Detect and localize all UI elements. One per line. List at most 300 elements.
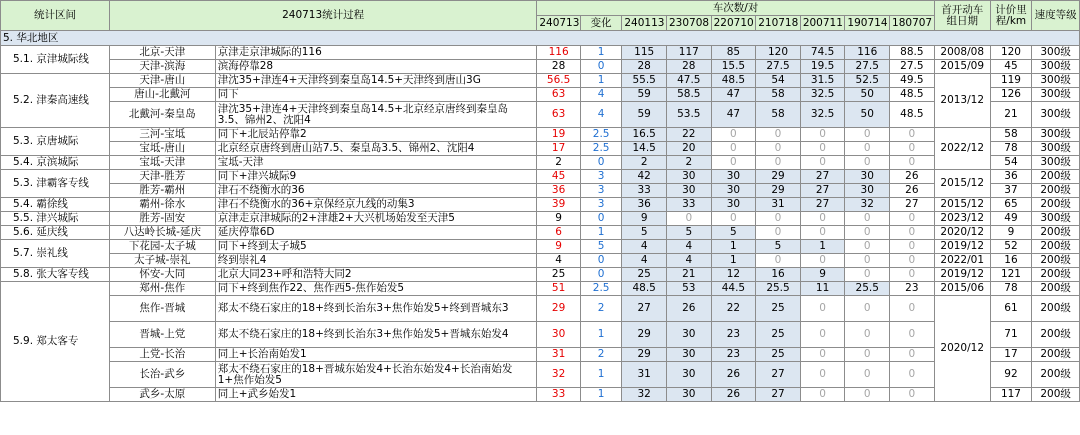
value-cell-240713: 39 [537,198,581,212]
value-cell-180707: 48.5 [890,88,935,102]
speed-level: 300级 [1032,156,1080,170]
value-cell-200711: 0 [800,142,845,156]
value-cell-230708: 33 [666,198,711,212]
value-cell-180707: 27 [890,198,935,212]
process-text: 同下 [215,88,537,102]
section-name: 5.8. 张大客专线 [1,268,110,282]
table-row [1,102,1080,128]
value-cell-180707: 26 [890,184,935,198]
value-cell-240713: 32 [537,362,581,388]
value-cell-180707: 0 [890,212,935,226]
value-cell-220710: 48.5 [711,74,756,88]
subheader-5: 210718 [756,16,801,31]
process-text: 津石不绕衡水的36+京保经京九线的动集3 [215,198,537,212]
value-cell-240713: 25 [537,268,581,282]
section-name: 5.5. 津兴城际 [1,212,110,226]
speed-level: 200级 [1032,388,1080,402]
value-cell-220710: 0 [711,128,756,142]
value-cell-180707: 0 [890,296,935,322]
interval-name: 天津-滨海 [109,60,215,74]
value-cell-230708: 30 [666,348,711,362]
value-cell-190714: 50 [845,88,890,102]
interval-name: 晋城-上党 [109,322,215,348]
value-cell-240713: 9 [537,240,581,254]
value-cell-190714: 0 [845,226,890,240]
value-cell-240713: 30 [537,322,581,348]
value-cell-210718: 5 [756,240,801,254]
table-row [1,88,1080,102]
table-row [1,322,1080,348]
value-cell-210718: 54 [756,74,801,88]
speed-level: 200级 [1032,198,1080,212]
value-cell-变化: 2.5 [580,282,621,296]
value-cell-220710: 12 [711,268,756,282]
value-cell-220710: 26 [711,362,756,388]
value-cell-230708: 21 [666,268,711,282]
interval-name: 北京-天津 [109,46,215,60]
value-cell-230708: 20 [666,142,711,156]
value-cell-240113: 4 [622,240,667,254]
first-date: 2015/12 [934,170,990,198]
value-cell-200711: 0 [800,388,845,402]
table-row [1,282,1080,296]
mileage: 45 [990,60,1031,74]
mileage: 37 [990,184,1031,198]
value-cell-变化: 0 [580,156,621,170]
value-cell-190714: 0 [845,322,890,348]
value-cell-240113: 16.5 [622,128,667,142]
value-cell-180707: 49.5 [890,74,935,88]
value-cell-200711: 19.5 [800,60,845,74]
value-cell-230708: 30 [666,322,711,348]
value-cell-230708: 4 [666,254,711,268]
value-cell-230708: 30 [666,388,711,402]
table-row [1,142,1080,156]
value-cell-240713: 63 [537,88,581,102]
speed-level: 300级 [1032,60,1080,74]
value-cell-240113: 2 [622,156,667,170]
header-section: 统计区间 [1,1,110,31]
value-cell-变化: 3 [580,184,621,198]
value-cell-200711: 31.5 [800,74,845,88]
value-cell-230708: 30 [666,170,711,184]
value-cell-200711: 0 [800,362,845,388]
process-text: 郑太不绕石家庄的18+终到长治东3+焦作始发5+终到晋城东3 [215,296,537,322]
value-cell-190714: 52.5 [845,74,890,88]
value-cell-190714: 30 [845,170,890,184]
value-cell-240113: 59 [622,102,667,128]
value-cell-240713: 116 [537,46,581,60]
value-cell-240713: 63 [537,102,581,128]
value-cell-240113: 29 [622,348,667,362]
mileage: 61 [990,296,1031,322]
header-mileage: 计价里程/km [990,1,1031,31]
value-cell-190714: 27.5 [845,60,890,74]
value-cell-230708: 58.5 [666,88,711,102]
value-cell-210718: 120 [756,46,801,60]
first-date: 2022/12 [934,128,990,170]
value-cell-210718: 29 [756,184,801,198]
section-name: 5.4. 霸徐线 [1,198,110,212]
mileage: 92 [990,362,1031,388]
table-row [1,362,1080,388]
value-cell-200711: 0 [800,212,845,226]
value-cell-180707: 0 [890,156,935,170]
process-text: 郑太不绕石家庄的18+晋城东始发4+长治东始发4+长治南始发1+焦作始发5 [215,362,537,388]
speed-level: 300级 [1032,128,1080,142]
table-row [1,388,1080,402]
value-cell-240113: 36 [622,198,667,212]
interval-name: 天津-唐山 [109,74,215,88]
subheader-7: 190714 [845,16,890,31]
interval-name: 天津-胜芳 [109,170,215,184]
section-name: 5.9. 郑太客专 [1,282,110,402]
mileage: 78 [990,142,1031,156]
value-cell-180707: 0 [890,268,935,282]
mileage: 119 [990,74,1031,88]
value-cell-190714: 116 [845,46,890,60]
subheader-1: 变化 [580,16,621,31]
first-date: 2008/08 [934,46,990,60]
table-row [1,240,1080,254]
speed-level: 300级 [1032,88,1080,102]
mileage: 126 [990,88,1031,102]
speed-level: 300级 [1032,142,1080,156]
value-cell-180707: 0 [890,240,935,254]
value-cell-180707: 0 [890,254,935,268]
header-trains: 车次数/对 [537,1,934,16]
speed-level: 200级 [1032,268,1080,282]
value-cell-230708: 28 [666,60,711,74]
value-cell-210718: 27 [756,388,801,402]
value-cell-240713: 29 [537,296,581,322]
table-row [1,268,1080,282]
interval-name: 三河-宝坻 [109,128,215,142]
value-cell-变化: 3 [580,170,621,184]
first-date: 2020/12 [934,226,990,240]
value-cell-200711: 11 [800,282,845,296]
value-cell-210718: 58 [756,102,801,128]
value-cell-180707: 27.5 [890,60,935,74]
value-cell-220710: 47 [711,102,756,128]
process-text: 北京大同23+呼和浩特大同2 [215,268,537,282]
value-cell-220710: 30 [711,198,756,212]
value-cell-210718: 25 [756,348,801,362]
value-cell-240113: 55.5 [622,74,667,88]
interval-name: 焦作-晋城 [109,296,215,322]
process-text: 宝坻-天津 [215,156,537,170]
section-name: 5.4. 京滨城际 [1,156,110,170]
first-date: 2015/12 [934,198,990,212]
table-row [1,226,1080,240]
value-cell-220710: 22 [711,296,756,322]
speed-level: 300级 [1032,102,1080,128]
value-cell-240113: 115 [622,46,667,60]
first-date: 2015/06 [934,282,990,296]
speed-level: 200级 [1032,226,1080,240]
header-speed: 速度等级 [1032,1,1080,31]
mileage: 54 [990,156,1031,170]
value-cell-240713: 17 [537,142,581,156]
table-row [1,184,1080,198]
value-cell-200711: 0 [800,322,845,348]
value-cell-240713: 45 [537,170,581,184]
value-cell-180707: 0 [890,348,935,362]
mileage: 58 [990,128,1031,142]
mileage: 121 [990,268,1031,282]
mileage: 21 [990,102,1031,128]
value-cell-240113: 4 [622,254,667,268]
value-cell-变化: 4 [580,88,621,102]
value-cell-190714: 30 [845,184,890,198]
value-cell-240713: 6 [537,226,581,240]
value-cell-210718: 25 [756,296,801,322]
table-row [1,128,1080,142]
process-text: 同下+终到太子城5 [215,240,537,254]
value-cell-240713: 36 [537,184,581,198]
interval-name: 郑州-焦作 [109,282,215,296]
value-cell-240113: 31 [622,362,667,388]
value-cell-200711: 0 [800,128,845,142]
section-name: 5.2. 津秦高速线 [1,74,110,128]
value-cell-变化: 0 [580,254,621,268]
value-cell-变化: 0 [580,268,621,282]
mileage: 9 [990,226,1031,240]
speed-level: 300级 [1032,46,1080,60]
value-cell-230708: 5 [666,226,711,240]
value-cell-210718: 25.5 [756,282,801,296]
process-text: 北京经京唐终到唐山站7.5、秦皇岛3.5、锦州2、沈阳4 [215,142,537,156]
process-text: 京津走京津城际的116 [215,46,537,60]
speed-level: 200级 [1032,170,1080,184]
table-row [1,170,1080,184]
value-cell-220710: 0 [711,212,756,226]
value-cell-220710: 47 [711,88,756,102]
value-cell-180707: 0 [890,128,935,142]
value-cell-180707: 48.5 [890,102,935,128]
value-cell-变化: 1 [580,388,621,402]
value-cell-210718: 0 [756,254,801,268]
speed-level: 200级 [1032,184,1080,198]
section-name: 5.6. 延庆线 [1,226,110,240]
value-cell-变化: 2 [580,296,621,322]
value-cell-240113: 59 [622,88,667,102]
value-cell-220710: 26 [711,388,756,402]
table-row [1,60,1080,74]
table-row [1,348,1080,362]
table-row [1,156,1080,170]
value-cell-变化: 0 [580,60,621,74]
table-row [1,296,1080,322]
interval-name: 北戴河-秦皇岛 [109,102,215,128]
value-cell-180707: 0 [890,322,935,348]
value-cell-200711: 0 [800,156,845,170]
value-cell-220710: 44.5 [711,282,756,296]
subheader-8: 180707 [890,16,935,31]
interval-name: 唐山-北戴河 [109,88,215,102]
value-cell-220710: 15.5 [711,60,756,74]
value-cell-230708: 30 [666,362,711,388]
value-cell-230708: 26 [666,296,711,322]
value-cell-180707: 0 [890,142,935,156]
value-cell-240713: 51 [537,282,581,296]
interval-name: 长治-武乡 [109,362,215,388]
value-cell-240113: 33 [622,184,667,198]
value-cell-200711: 32.5 [800,102,845,128]
value-cell-240113: 29 [622,322,667,348]
mileage: 78 [990,282,1031,296]
speed-level: 200级 [1032,296,1080,322]
value-cell-210718: 0 [756,226,801,240]
process-text: 同下+北辰站停靠2 [215,128,537,142]
value-cell-210718: 29 [756,170,801,184]
value-cell-190714: 0 [845,388,890,402]
first-date: 2020/12 [934,296,990,402]
value-cell-240713: 4 [537,254,581,268]
value-cell-200711: 0 [800,296,845,322]
interval-name: 怀安-大同 [109,268,215,282]
value-cell-220710: 5 [711,226,756,240]
section-name: 5.3. 津霸客专线 [1,170,110,198]
table-row [1,254,1080,268]
value-cell-230708: 53.5 [666,102,711,128]
value-cell-200711: 1 [800,240,845,254]
value-cell-220710: 85 [711,46,756,60]
value-cell-200711: 0 [800,348,845,362]
value-cell-210718: 58 [756,88,801,102]
value-cell-240113: 28 [622,60,667,74]
value-cell-200711: 9 [800,268,845,282]
value-cell-变化: 0 [580,212,621,226]
speed-level: 300级 [1032,212,1080,226]
value-cell-220710: 1 [711,254,756,268]
value-cell-240113: 48.5 [622,282,667,296]
section-name: 5.3. 京唐城际 [1,128,110,156]
value-cell-180707: 26 [890,170,935,184]
section-name: 5.7. 崇礼线 [1,240,110,268]
value-cell-变化: 1 [580,46,621,60]
first-date: 2013/12 [934,74,990,128]
process-text: 京津走京津城际的2+津雄2+大兴机场始发至天津5 [215,212,537,226]
speed-level: 300级 [1032,74,1080,88]
value-cell-220710: 23 [711,322,756,348]
value-cell-220710: 30 [711,184,756,198]
subheader-6: 200711 [800,16,845,31]
value-cell-240713: 9 [537,212,581,226]
subheader-2: 240113 [622,16,667,31]
first-date: 2022/01 [934,254,990,268]
value-cell-190714: 0 [845,128,890,142]
mileage: 65 [990,198,1031,212]
value-cell-230708: 30 [666,184,711,198]
value-cell-200711: 0 [800,226,845,240]
value-cell-210718: 0 [756,142,801,156]
value-cell-180707: 0 [890,362,935,388]
value-cell-变化: 4 [580,102,621,128]
interval-name: 下花园-太子城 [109,240,215,254]
interval-name: 胜芳-固安 [109,212,215,226]
value-cell-240113: 25 [622,268,667,282]
value-cell-180707: 88.5 [890,46,935,60]
value-cell-190714: 0 [845,254,890,268]
value-cell-变化: 5 [580,240,621,254]
value-cell-变化: 2 [580,348,621,362]
value-cell-变化: 1 [580,322,621,348]
value-cell-190714: 0 [845,348,890,362]
value-cell-200711: 27 [800,184,845,198]
value-cell-200711: 32.5 [800,88,845,102]
speed-level: 200级 [1032,240,1080,254]
value-cell-210718: 0 [756,212,801,226]
value-cell-190714: 0 [845,240,890,254]
value-cell-230708: 2 [666,156,711,170]
first-date: 2023/12 [934,212,990,226]
value-cell-210718: 25 [756,322,801,348]
mileage: 117 [990,388,1031,402]
mileage: 49 [990,212,1031,226]
section-name: 5.1. 京津城际线 [1,46,110,74]
mileage: 71 [990,322,1031,348]
mileage: 17 [990,348,1031,362]
value-cell-230708: 53 [666,282,711,296]
value-cell-210718: 16 [756,268,801,282]
process-text: 津沈35+津连4+天津终到秦皇岛14.5+北京经京唐终到秦皇岛3.5、锦州2、沈阳4 [215,102,537,128]
mileage: 16 [990,254,1031,268]
value-cell-190714: 0 [845,296,890,322]
value-cell-240713: 2 [537,156,581,170]
value-cell-190714: 0 [845,268,890,282]
value-cell-210718: 31 [756,198,801,212]
value-cell-240113: 42 [622,170,667,184]
value-cell-240713: 31 [537,348,581,362]
value-cell-230708: 0 [666,212,711,226]
header-first-date: 首开动车组日期 [934,1,990,31]
interval-name: 太子城-崇礼 [109,254,215,268]
value-cell-180707: 23 [890,282,935,296]
value-cell-200711: 27 [800,198,845,212]
process-text: 同上+长治南始发1 [215,348,537,362]
value-cell-变化: 2.5 [580,128,621,142]
value-cell-220710: 30 [711,170,756,184]
region-label: 5. 华北地区 [1,31,1080,46]
interval-name: 宝坻-天津 [109,156,215,170]
value-cell-210718: 0 [756,156,801,170]
value-cell-230708: 47.5 [666,74,711,88]
first-date: 2015/09 [934,60,990,74]
interval-name: 武乡-太原 [109,388,215,402]
value-cell-180707: 0 [890,226,935,240]
value-cell-200711: 0 [800,254,845,268]
value-cell-190714: 25.5 [845,282,890,296]
value-cell-240113: 32 [622,388,667,402]
value-cell-190714: 50 [845,102,890,128]
table-row [1,198,1080,212]
value-cell-220710: 0 [711,142,756,156]
subheader-0: 240713 [537,16,581,31]
value-cell-240713: 33 [537,388,581,402]
value-cell-220710: 1 [711,240,756,254]
speed-level: 200级 [1032,254,1080,268]
value-cell-240113: 9 [622,212,667,226]
process-text: 延庆停靠6D [215,226,537,240]
interval-name: 宝坻-唐山 [109,142,215,156]
value-cell-190714: 0 [845,142,890,156]
mileage: 36 [990,170,1031,184]
process-text: 同下+终到焦作22、焦作西5-焦作始发5 [215,282,537,296]
speed-level: 200级 [1032,348,1080,362]
value-cell-240113: 5 [622,226,667,240]
value-cell-190714: 0 [845,212,890,226]
